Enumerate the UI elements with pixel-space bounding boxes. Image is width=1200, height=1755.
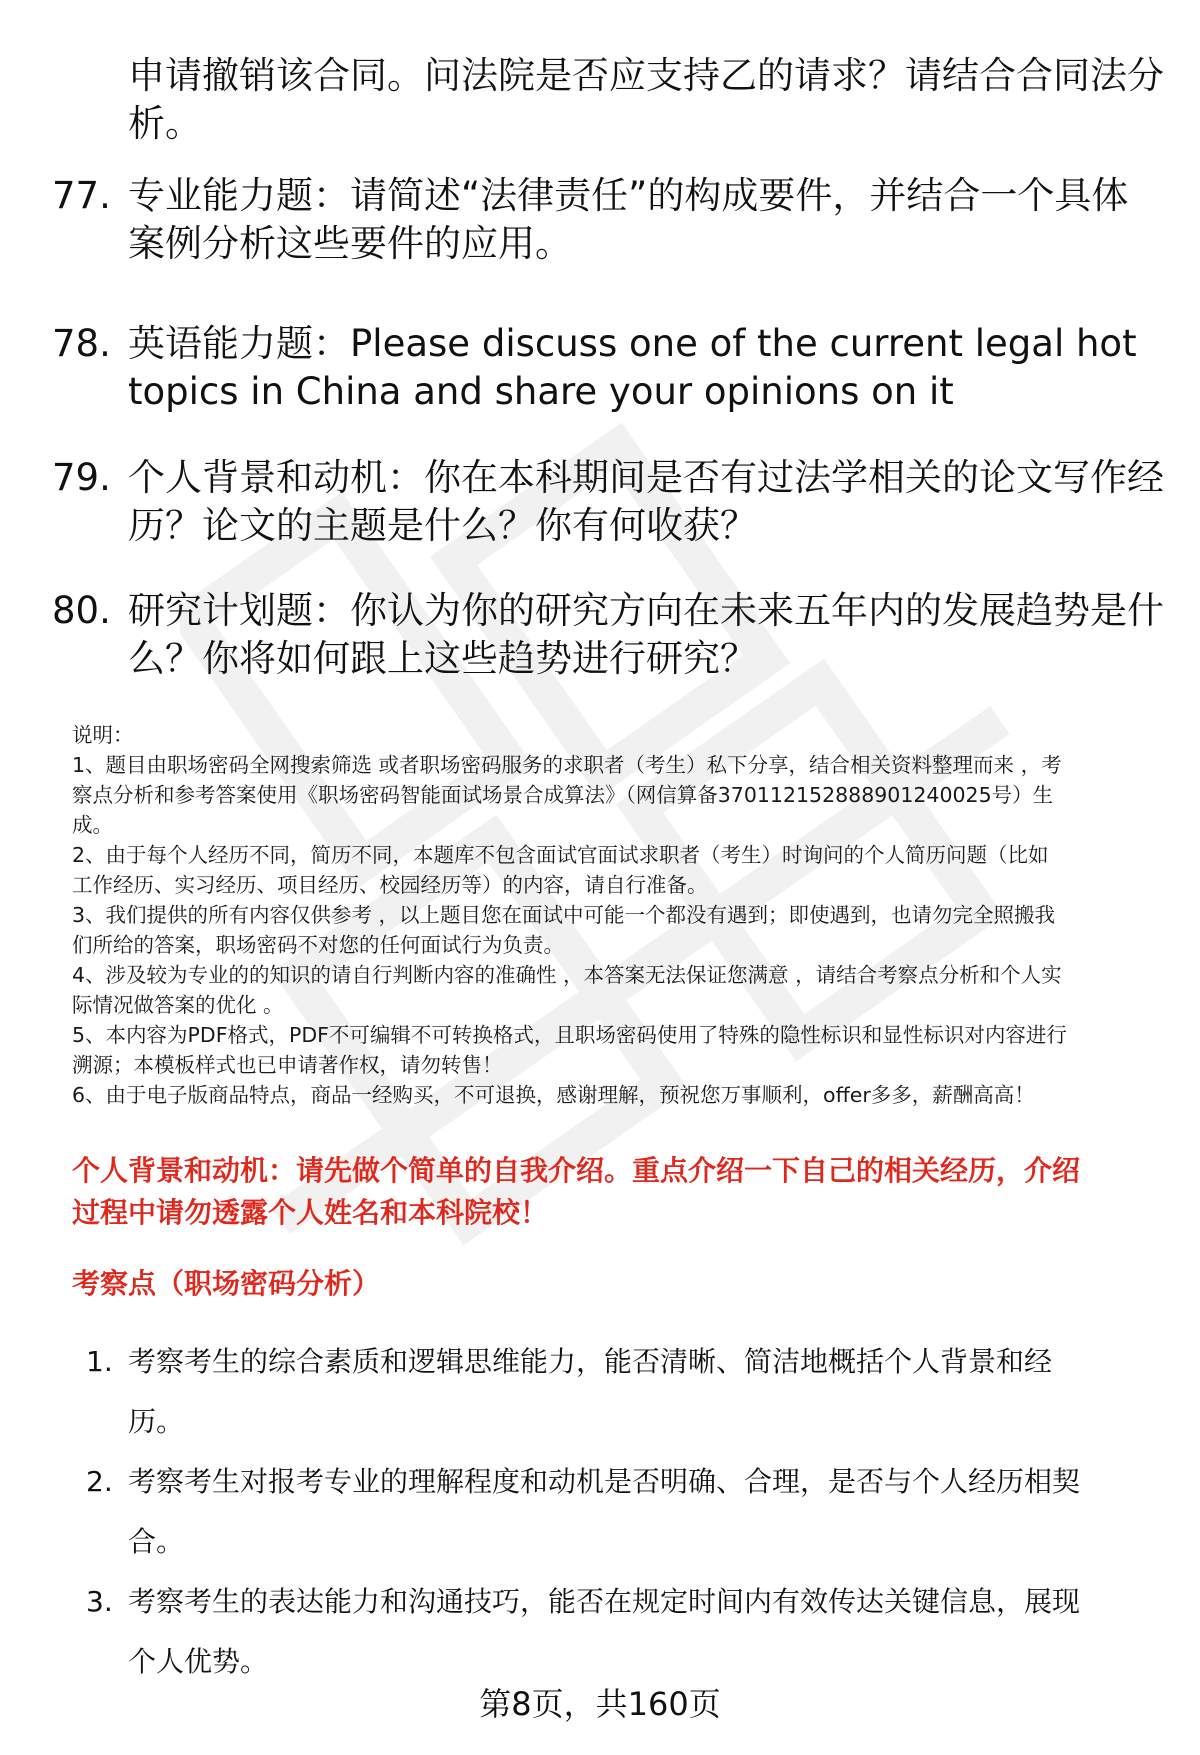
note-line: 们所给的答案，职场密码不对您的任何面试行为负责。 (72, 933, 564, 957)
question-number: 77. (52, 174, 111, 217)
highlight-question: 个人背景和动机：请先做个简单的自我介绍。重点介绍一下自己的相关经历，介绍 (72, 1154, 1081, 1187)
note-line: 成。 (72, 813, 113, 837)
note-line: 3、我们提供的所有内容仅供参考 ，以上题目您在面试中可能一个都没有遇到；即使遇到，也请勿完全照搬我 (72, 903, 1056, 927)
question-number: 79. (52, 456, 111, 499)
point-text: 考察考生对报考专业的理解程度和动机是否明确、合理，是否与个人经历相契 (128, 1465, 1081, 1498)
highlight-question: 过程中请勿透露个人姓名和本科院校！ (72, 1196, 549, 1229)
page-footer: 第8页，共160页 (479, 1685, 721, 1723)
question-text: 历？论文的主题是什么？你有何收获？ (128, 504, 757, 547)
continuation-line: 申请撤销该合同。问法院是否应支持乙的请求？请结合合同法分 (128, 54, 1164, 97)
note-line: 4、涉及较为专业的的知识的请自行判断内容的准确性 ，本答案无法保证您满意 ，请结合考察点分析和个人实 (72, 963, 1062, 987)
question-text: 么？你将如何跟上这些趋势进行研究？ (128, 637, 757, 680)
question-number: 78. (52, 322, 111, 365)
note-line: 溯源；本模板样式也已申请著作权，请勿转售！ (72, 1053, 503, 1077)
point-text: 合。 (128, 1525, 185, 1558)
note-line: 5、本内容为PDF格式，PDF不可编辑不可转换格式，且职场密码使用了特殊的隐性标识和显性标识对内容进行 (72, 1023, 1067, 1047)
note-line: 工作经历、实习经历、项目经历、校园经历等）的内容，请自行准备。 (72, 873, 708, 897)
question-text: 专业能力题：请简述“法律责任”的构成要件，并结合一个具体 (128, 174, 1129, 217)
point-text: 历。 (128, 1405, 185, 1438)
point-number: 3. (86, 1585, 113, 1618)
point-text: 考察考生的综合素质和逻辑思维能力，能否清晰、简洁地概括个人背景和经 (128, 1345, 1053, 1378)
question-number: 80. (52, 589, 111, 632)
point-text: 考察考生的表达能力和沟通技巧，能否在规定时间内有效传达关键信息，展现 (128, 1585, 1081, 1618)
continuation-line: 析。 (128, 102, 202, 145)
point-number: 2. (86, 1465, 113, 1498)
notes-title: 说明： (72, 723, 134, 747)
question-text: 研究计划题：你认为你的研究方向在未来五年内的发展趋势是什 (128, 589, 1164, 632)
point-text: 个人优势。 (128, 1645, 269, 1678)
note-line: 6、由于电子版商品特点，商品一经购买，不可退换，感谢理解，预祝您万事顺利，offer多多，薪酬高高！ (72, 1083, 1035, 1107)
question-text: 英语能力题：Please discuss one of the current legal hot (128, 322, 1137, 365)
note-line: 察点分析和参考答案使用《职场密码智能面试场景合成算法》（网信算备370112152888901240025号）生 (72, 783, 1054, 807)
note-line: 2、由于每个人经历不同，简历不同，本题库不包含面试官面试求职者（考生）时询问的个人简历问题（比如 (72, 843, 1049, 867)
question-text: topics in China and share your opinions on it (128, 370, 954, 413)
question-text: 个人背景和动机：你在本科期间是否有过法学相关的论文写作经 (128, 456, 1164, 499)
note-line: 际情况做答案的优化 。 (72, 993, 284, 1017)
question-text: 案例分析这些要件的应用。 (128, 222, 572, 265)
point-number: 1. (86, 1345, 113, 1378)
note-line: 1、题目由职场密码全网搜索筛选 或者职场密码服务的求职者（考生）私下分享，结合相关资料整理而来 ，考 (72, 753, 1062, 777)
analysis-title: 考察点（职场密码分析） (72, 1267, 381, 1300)
